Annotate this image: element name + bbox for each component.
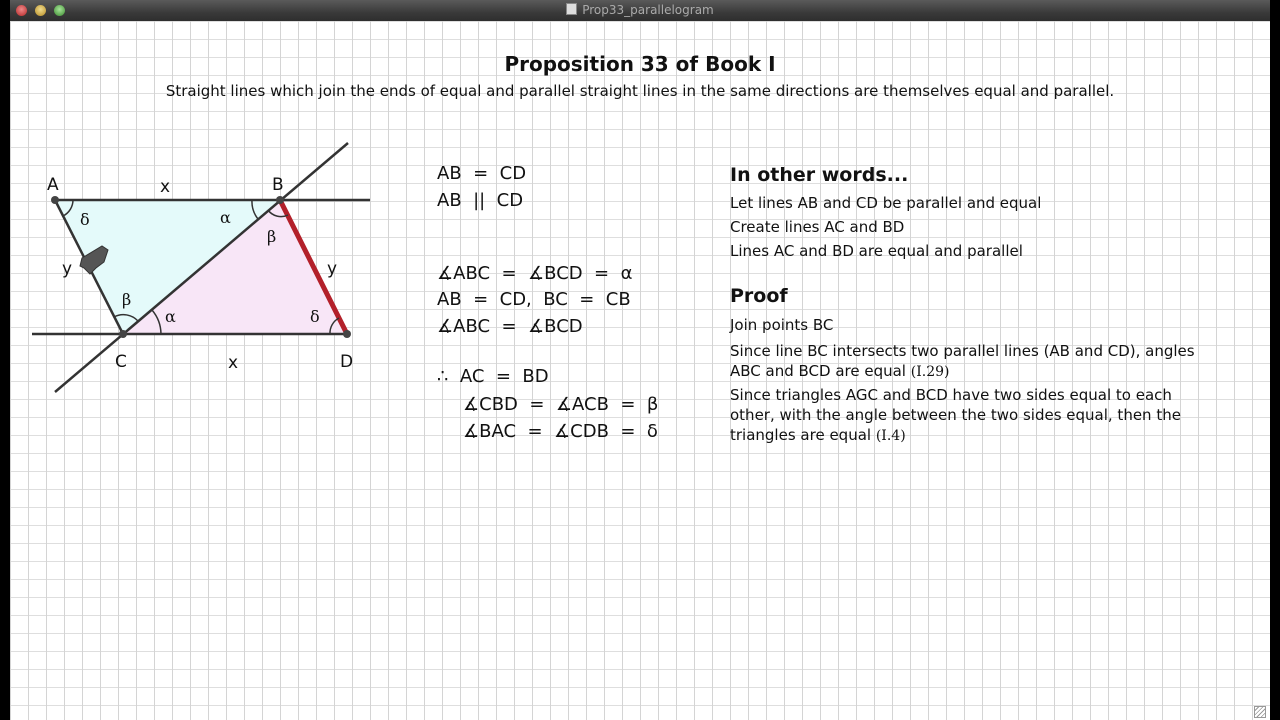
proof-step-2-text: Since line BC intersects two parallel lines (AB and CD), angles ABC and BCD are equal <box>730 342 1195 380</box>
document-icon <box>566 3 577 15</box>
proof-step-3-ref: (I.4) <box>875 428 906 444</box>
angle-label-b-left: α <box>220 208 231 227</box>
window-title <box>10 3 1270 17</box>
angle-label-b-right: β <box>267 227 277 246</box>
proof-step-3 <box>730 385 1210 446</box>
proof-step-1: Join points BC <box>730 316 834 334</box>
math-line-7: ∡CBD = ∡ACB = β <box>463 394 659 415</box>
other-words-line-3: Lines AC and BD are equal and parallel <box>730 242 1023 260</box>
window-title-text: Prop33_parallelogram <box>582 3 714 17</box>
other-words-heading: In other words... <box>730 164 909 186</box>
label-c: C <box>115 352 127 372</box>
angle-label-c-right: α <box>165 307 176 326</box>
math-line-6: ∴ AC = BD <box>437 366 549 387</box>
angle-label-c-top: β <box>122 290 132 309</box>
label-side-top: x <box>160 177 171 197</box>
math-line-8: ∡BAC = ∡CDB = δ <box>463 421 658 442</box>
angle-label-a: δ <box>80 210 90 229</box>
point-a[interactable] <box>51 196 59 204</box>
math-line-1: AB = CD <box>437 163 527 184</box>
proposition-statement: Straight lines which join the ends of equal and parallel straight lines in the same directions are themselves equal and parallel. <box>165 82 1115 100</box>
label-b: B <box>272 175 284 195</box>
label-d: D <box>340 352 354 372</box>
proof-step-3-text: Since triangles AGC and BCD have two sides equal to each other, with the angle between the two sides equal, then the triangles are equal <box>730 386 1181 444</box>
angle-label-d: δ <box>310 307 320 326</box>
proof-heading: Proof <box>730 285 788 307</box>
title-bar[interactable] <box>10 0 1270 22</box>
other-words-line-1: Let lines AB and CD be parallel and equal <box>730 194 1042 212</box>
math-line-3: ∡ABC = ∡BCD = α <box>437 263 633 284</box>
page-title: Proposition 33 of Book I <box>504 52 776 76</box>
math-line-5: ∡ABC = ∡BCD <box>437 316 583 337</box>
label-side-bottom: x <box>228 353 239 373</box>
label-side-left: y <box>62 259 73 279</box>
point-d[interactable] <box>343 330 351 338</box>
label-a: A <box>47 175 59 195</box>
point-c[interactable] <box>119 330 127 338</box>
math-line-4: AB = CD, BC = CB <box>437 289 631 310</box>
other-words-line-2: Create lines AC and BD <box>730 218 905 236</box>
point-b[interactable] <box>276 196 284 204</box>
proof-step-2 <box>730 341 1210 382</box>
label-side-right: y <box>327 259 338 279</box>
resize-grip-icon[interactable] <box>1254 706 1266 718</box>
app-window <box>10 0 1270 720</box>
math-line-2: AB || CD <box>437 190 524 211</box>
proof-step-2-ref: (I.29) <box>910 364 950 380</box>
grid-canvas <box>10 21 1270 720</box>
parallelogram-diagram <box>20 140 380 400</box>
